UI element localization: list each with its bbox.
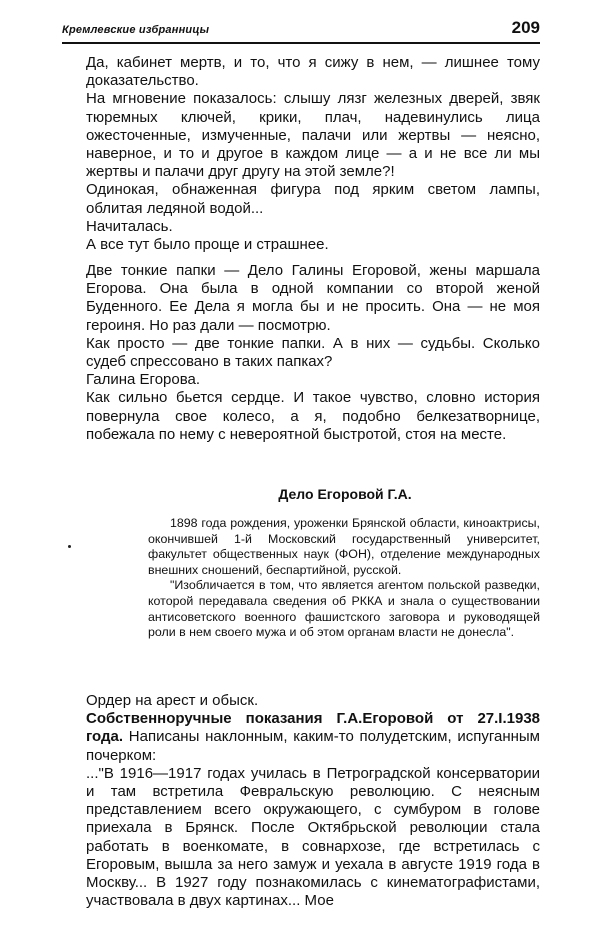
paragraph: Галина Егорова. xyxy=(86,371,201,389)
header-rule xyxy=(62,42,540,44)
paragraph: Как просто — две тонкие папки. А в них — судьбы. Сколько судеб спрессовано в таких папках? xyxy=(86,334,540,371)
paragraph: На мгновение показалось: слышу лязг железных дверей, звяк тюремных ключей, крики, плач, надевинулись лица ожесточенные, измученные, палачи или жертвы — неясно, наверное, и то и другое в каждом лице — а и не все ли мы жертвы и палачи друг другу на этой земле?! xyxy=(86,90,540,181)
story-block xyxy=(86,262,540,444)
running-title: Кремлевские избранницы xyxy=(62,24,210,36)
order-line: Ордер на арест и обыск. xyxy=(86,692,259,709)
case-file-title: Дело Егоровой Г.А. xyxy=(278,486,412,502)
paragraph: Как сильно бьется сердце. И такое чувство, словно история повернула свое колесо, а я, подобно белкезатворнице, побежала по нему с невероятной быстротой, стоя на месте. xyxy=(86,389,540,443)
paragraph: А все тут было проще и страшнее. xyxy=(86,236,329,254)
paragraph: Две тонкие папки — Дело Галины Егоровой, жены маршала Егорова. Она была в одной компании со второй женой Буденного. Ее Дела я могла бы и не просить. Она — не моя героиня. Но раз дали — посмотрю. xyxy=(86,262,540,334)
testimony-bold: Собственноручные показания Г.А.Егоровой от 27.I.1938 года. xyxy=(86,710,540,746)
closing-block xyxy=(86,692,540,910)
paragraph: Одинокая, обнаженная фигура под ярким светом лампы, облитая ледяной водой... xyxy=(86,181,540,217)
testimony-rest: Написаны наклонным, каким-то полудетским, испуганным почерком: xyxy=(86,728,540,764)
testimony-heading xyxy=(86,710,540,765)
intro-block xyxy=(86,54,540,254)
testimony-quote: ..."В 1916—1917 годах училась в Петроградской консерватории и там встретила Февральскую революцию. С неясным представлением всего окружающего, с сумбуром в голове приехала в Брянск. После Октябрьской революции стала работать в военкомате, в совнархозе, где встретилась с Егоровым, вышла за него замуж и уехала в августе 1919 года в Москву... В 1927 году познакомилась с кинематографистами, участвовала в двух картинах... Мое xyxy=(86,764,540,910)
page-number: 209 xyxy=(511,18,540,37)
margin-mark xyxy=(68,545,71,548)
page-header xyxy=(62,18,540,42)
paragraph: Начиталась. xyxy=(86,217,173,235)
case-file-excerpt xyxy=(148,516,540,641)
paragraph: Да, кабинет мертв, и то, что я сижу в нем, — лишнее тому доказательство. xyxy=(86,54,540,90)
case-paragraph: "Изобличается в том, что является агентом польской разведки, которой передавала сведения об РККА и знала о существовании антисоветского военного фашистского заговора и руководящей роли в нем своего мужа и об этом органам власти не донесла". xyxy=(148,578,540,640)
case-paragraph: 1898 года рождения, уроженки Брянской области, киноактрисы, окончившей 1-й Московский государственный университет, факультет общественных наук (ФОН), отделение международных внешних сношений, беспартийной, русской. xyxy=(148,516,540,577)
